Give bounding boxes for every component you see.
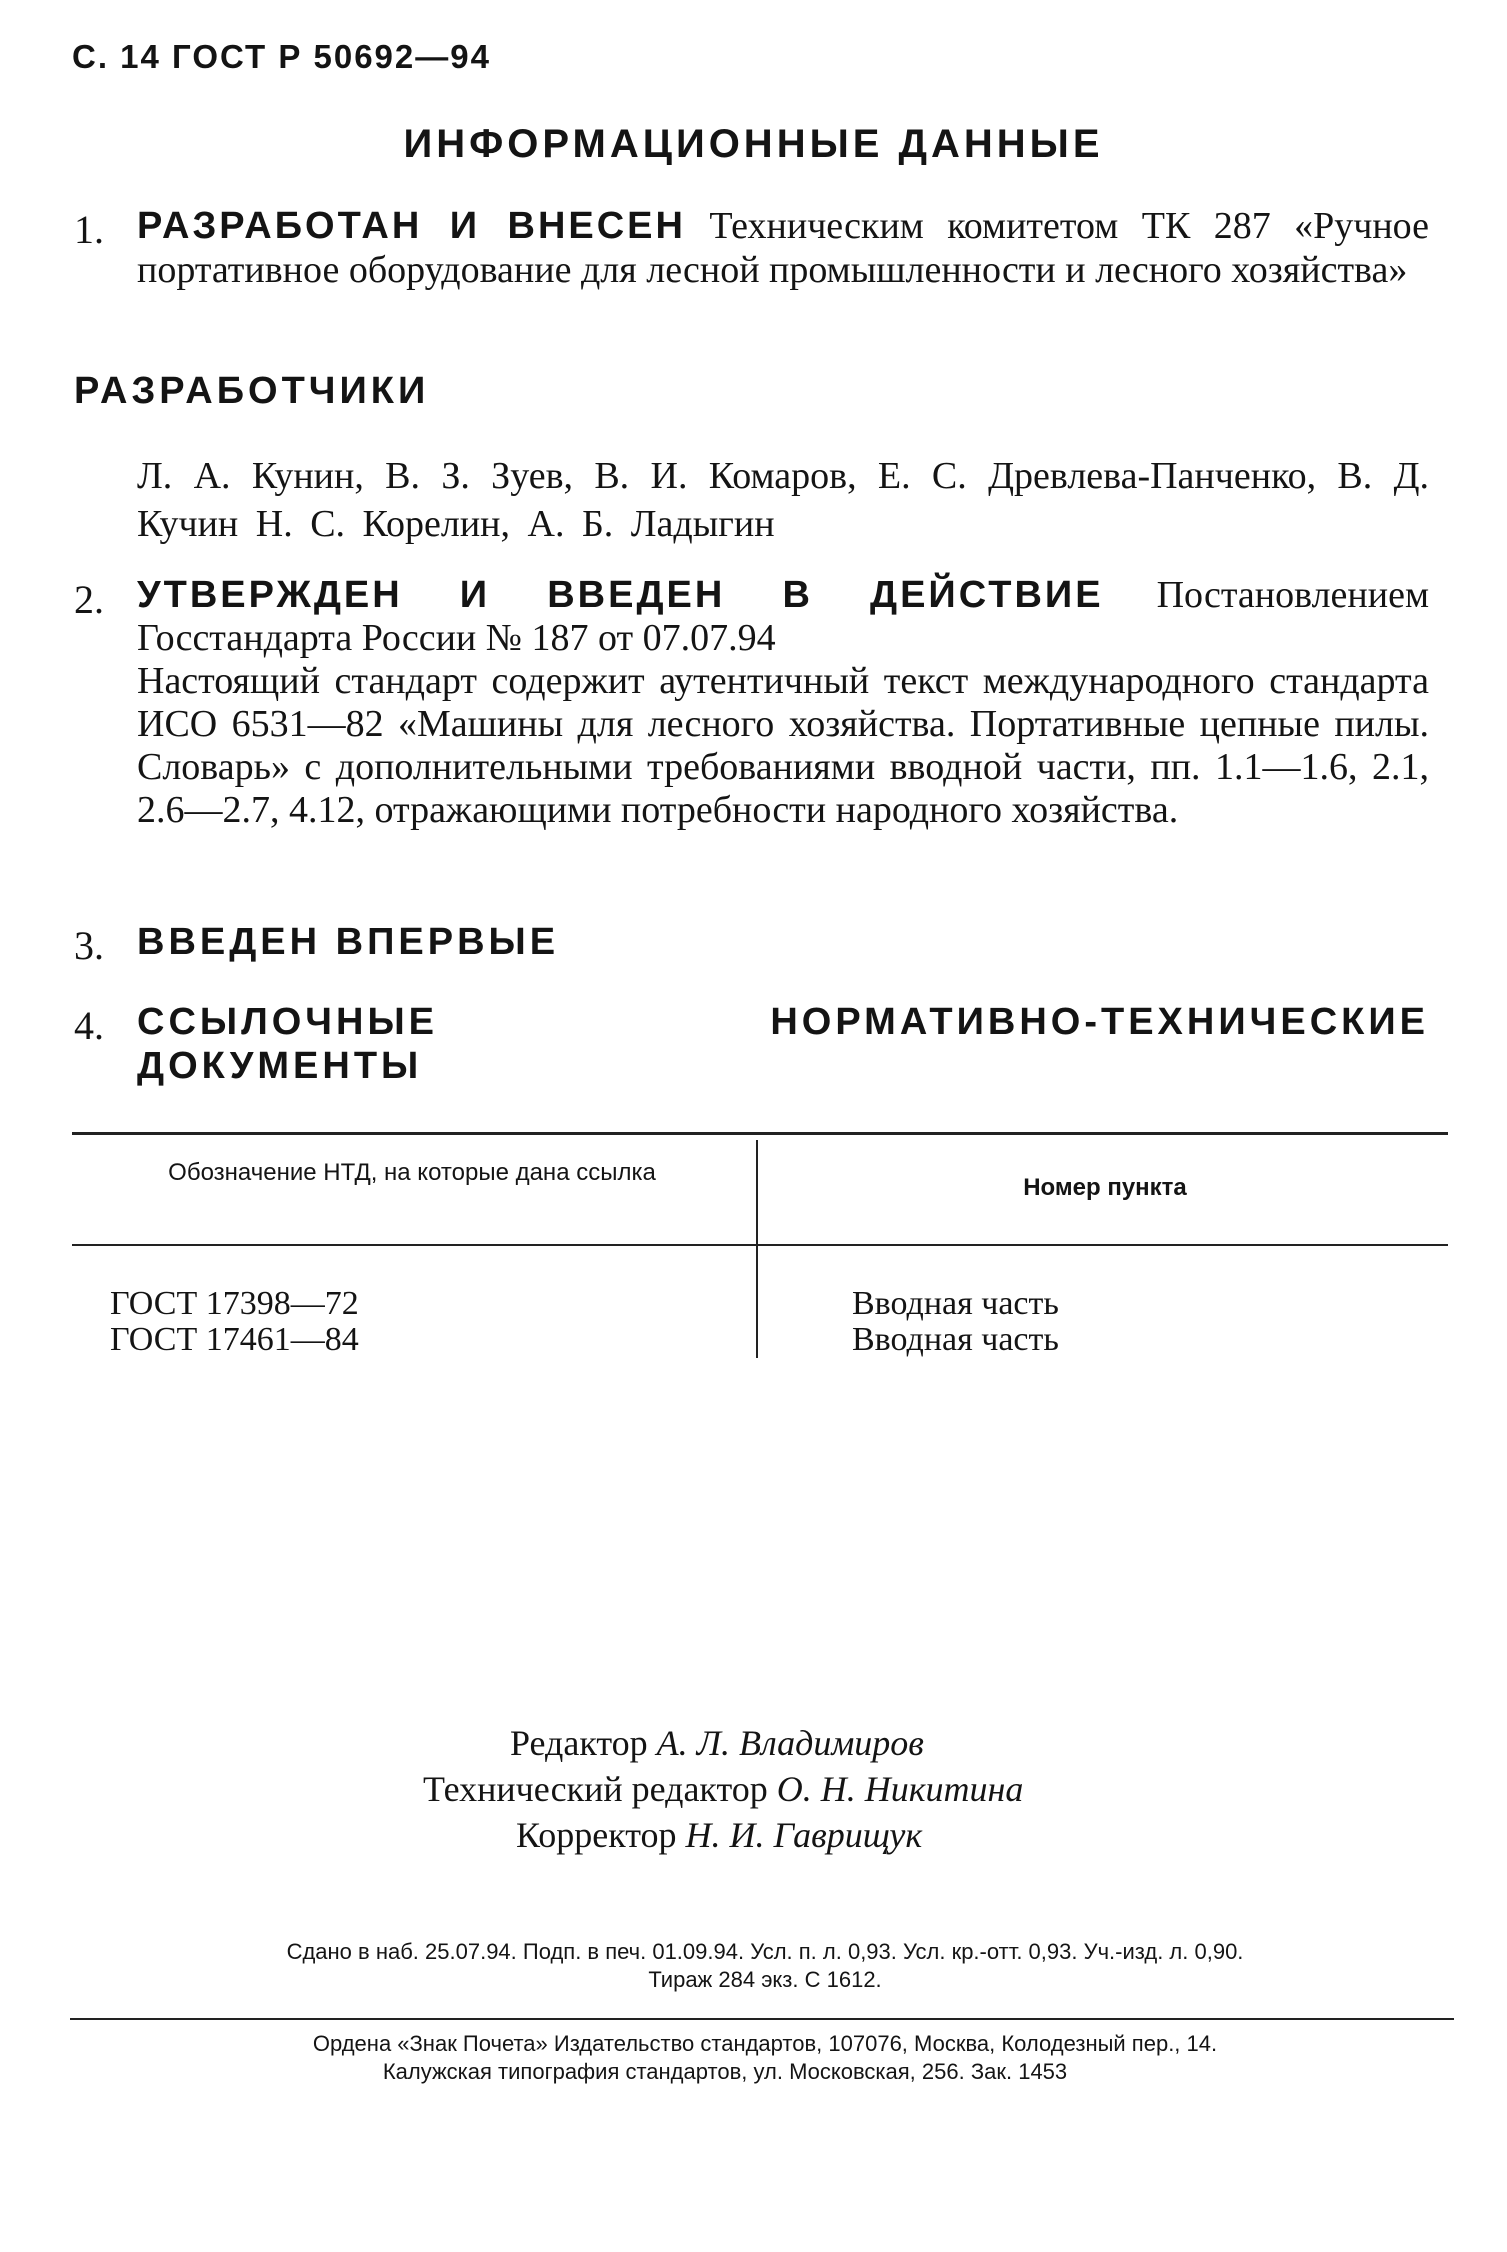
item-4-number: 4.: [74, 1003, 104, 1048]
printer-line-1: Ордена «Знак Почета» Издательство стандартов, 107076, Москва, Колодезный пер., 14.: [312, 2031, 1218, 2056]
table-column-designations: [110, 1286, 359, 1358]
table-row-2-designation: ГОСТ 17461—84: [110, 1321, 359, 1358]
item-3-lead: ВВЕДЕН ВПЕРВЫЕ: [137, 921, 560, 963]
credit-editor-name: А. Л. Владимиров: [656, 1723, 924, 1763]
credits: [0, 1720, 1507, 1858]
credit-tech-editor: [423, 1766, 1507, 1812]
imprint-line-2: Тираж 284 экз. С 1612.: [648, 1967, 882, 1992]
item-1: [137, 204, 1429, 292]
item-2-number: 2.: [74, 577, 104, 622]
table-header-clause: Номер пункта: [1023, 1174, 1187, 1201]
credit-proofreader-name: Н. И. Гаврищук: [685, 1815, 923, 1855]
table-header-rule: [72, 1244, 1448, 1246]
printer-line-2: Калужская типография стандартов, ул. Московская, 256. Зак. 1453: [382, 2059, 1068, 2084]
credit-editor-role: Редактор: [510, 1723, 648, 1763]
table-header-designation: Обозначение НТД, на которые дана ссылка: [168, 1159, 656, 1186]
item-2-lead: УТВЕРЖДЕН И ВВЕДЕН В ДЕЙСТВИЕ: [137, 574, 1104, 616]
item-3: [137, 920, 1429, 964]
developers-heading: РАЗРАБОТЧИКИ: [74, 370, 430, 412]
table-row-1-clause: Вводная часть: [852, 1285, 1059, 1322]
item-1-number: 1.: [74, 207, 104, 252]
page-header: С. 14 ГОСТ Р 50692—94: [72, 38, 491, 75]
imprint-rule: [70, 2018, 1454, 2020]
developers-list: Л. А. Кунин, В. З. Зуев, В. И. Комаров, Е. С. Древлева-Панченко, В. Д. Кучин Н. С. Корелин, А. Б. Ладыгин: [137, 455, 1429, 545]
item-1-text: Техническим комитетом ТК 287 «Ручное портативное оборудование для лесной промышленности и лесного хозяйства»: [137, 205, 1430, 291]
item-3-number: 3.: [74, 923, 104, 968]
imprint-line-1: Сдано в наб. 25.07.94. Подп. в печ. 01.09.94. Усл. п. л. 0,93. Усл. кр.-отт. 0,93. Уч.-изд. л. 0,90.: [286, 1939, 1244, 1964]
table-column-clauses: [852, 1286, 1059, 1358]
item-2-extra-text: Настоящий стандарт содержит аутентичный текст международного стандарта ИСО 6531—82 «Машины для лесного хозяйства. Портативные цепные пилы. Словарь» с дополнительными требованиями вводной части, пп. 1.1—1.6, 2.1, 2.6—2.7, 4.12, отражающими потребности народного хозяйства.: [137, 660, 1429, 831]
item-4: [137, 1000, 1429, 1088]
credit-proofreader: [516, 1812, 1507, 1858]
item-2-text: Постановлением Госстандарта России № 187 от 07.07.94: [137, 574, 1429, 659]
printer-info: [70, 2030, 1460, 2086]
credit-tech-editor-name: О. Н. Никитина: [776, 1769, 1024, 1809]
table-row-1-designation: ГОСТ 17398—72: [110, 1285, 359, 1322]
item-1-lead: РАЗРАБОТАН И ВНЕСЕН: [137, 205, 686, 247]
table-top-rule: [72, 1132, 1448, 1135]
credit-proofreader-role: Корректор: [516, 1815, 677, 1855]
table-row-2-clause: Вводная часть: [852, 1321, 1059, 1358]
item-4-lead: ССЫЛОЧНЫЕ НОРМАТИВНО-ТЕХНИЧЕСКИЕ ДОКУМЕНТЫ: [137, 1001, 1429, 1087]
table-column-divider: [756, 1140, 758, 1358]
credit-editor: [510, 1720, 1507, 1766]
item-2: [137, 574, 1429, 832]
reference-table: [72, 1132, 1448, 1358]
page-title: ИНФОРМАЦИОННЫЕ ДАННЫЕ: [403, 122, 1104, 166]
imprint: [70, 1938, 1460, 1994]
credit-tech-editor-role: Технический редактор: [423, 1769, 768, 1809]
